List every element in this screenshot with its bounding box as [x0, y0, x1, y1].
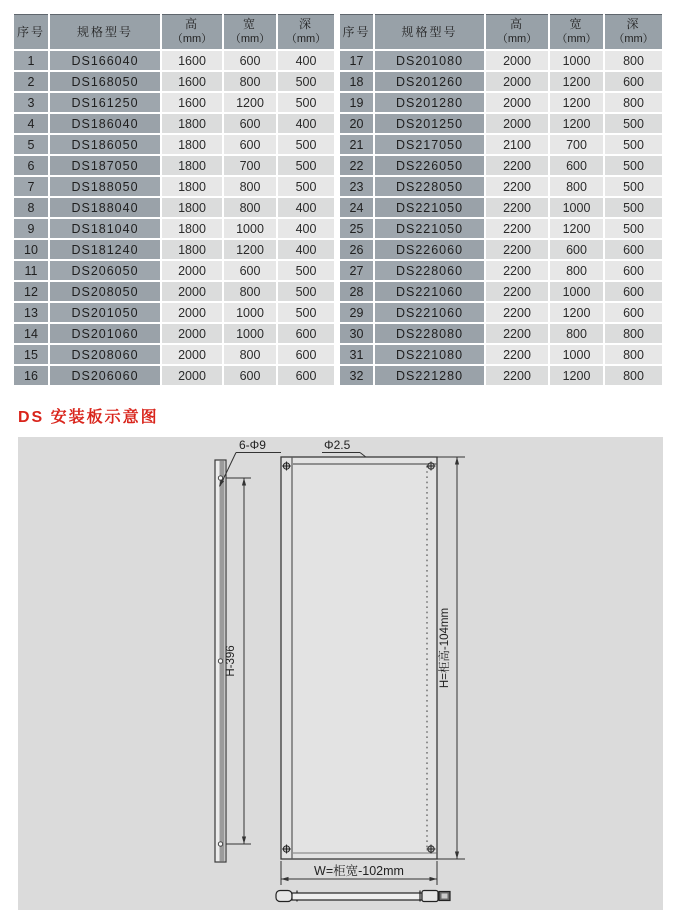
dimension-cell: 2200: [486, 198, 548, 217]
table-body-right: [340, 51, 662, 385]
bottom-view: [276, 891, 450, 902]
row-index-cell: 22: [340, 156, 373, 175]
row-index-cell: 25: [340, 219, 373, 238]
dimension-cell: 800: [550, 177, 603, 196]
table-row: [340, 324, 662, 343]
dimension-cell: 500: [278, 135, 334, 154]
dimension-cell: 600: [224, 366, 276, 385]
mounting-plate-diagram: [18, 437, 663, 910]
dimension-cell: 2000: [162, 261, 222, 280]
table-row: [340, 177, 662, 196]
mount-holes-callout: [219, 438, 281, 487]
dimension-cell: 2200: [486, 219, 548, 238]
panel-height-label: H=柜高-104mm: [439, 607, 451, 689]
dimension-cell: 1600: [162, 51, 222, 70]
mount-holes-label: 6-Φ9: [239, 438, 266, 452]
dimension-cell: 800: [550, 324, 603, 343]
table-row: [340, 282, 662, 301]
dimension-cell: 1200: [550, 303, 603, 322]
table-row: [14, 93, 334, 112]
dimension-cell: 2200: [486, 261, 548, 280]
table-row: [14, 156, 334, 175]
table-row: [340, 51, 662, 70]
dimension-cell: 800: [605, 345, 662, 364]
model-cell: DS161250: [50, 93, 160, 112]
header-model: 规格型号: [50, 14, 160, 49]
dimension-cell: 500: [278, 72, 334, 91]
dimension-cell: 600: [550, 240, 603, 259]
dimension-cell: 600: [278, 366, 334, 385]
header-height: 高 （mm）: [162, 14, 222, 49]
model-cell: DS228060: [375, 261, 484, 280]
table-row: [14, 72, 334, 91]
dimension-cell: 1200: [550, 366, 603, 385]
dimension-cell: 500: [605, 114, 662, 133]
header-width: 宽 （mm）: [550, 14, 603, 49]
small-hole-label: Φ2.5: [324, 438, 351, 452]
table-body-left: [14, 51, 334, 385]
row-index-cell: 6: [14, 156, 48, 175]
model-cell: DS166040: [50, 51, 160, 70]
dimension-cell: 800: [224, 72, 276, 91]
model-cell: DS221060: [375, 303, 484, 322]
dimension-cell: 1200: [550, 72, 603, 91]
dimension-cell: 1600: [162, 72, 222, 91]
row-index-cell: 32: [340, 366, 373, 385]
row-index-cell: 29: [340, 303, 373, 322]
dimension-cell: 400: [278, 51, 334, 70]
dimension-cell: 1000: [550, 198, 603, 217]
dimension-cell: 800: [605, 93, 662, 112]
dimension-cell: 400: [278, 219, 334, 238]
table-row: [14, 261, 334, 280]
model-cell: DS201080: [375, 51, 484, 70]
spec-table-left: [12, 12, 336, 387]
dimension-cell: 2200: [486, 366, 548, 385]
row-index-cell: 30: [340, 324, 373, 343]
dimension-cell: 1800: [162, 219, 222, 238]
dimension-cell: 2200: [486, 177, 548, 196]
dimension-cell: 500: [278, 93, 334, 112]
model-cell: DS186040: [50, 114, 160, 133]
dimension-cell: 800: [224, 345, 276, 364]
dimension-cell: 2000: [162, 324, 222, 343]
dimension-cell: 600: [605, 303, 662, 322]
dimension-cell: 1800: [162, 156, 222, 175]
dimension-cell: 800: [605, 324, 662, 343]
dimension-cell: 1800: [162, 177, 222, 196]
table-row: [340, 240, 662, 259]
dimension-cell: 500: [605, 156, 662, 175]
header-depth: 深 （mm）: [278, 14, 334, 49]
dimension-cell: 2000: [486, 72, 548, 91]
model-cell: DS221080: [375, 345, 484, 364]
dimension-cell: 2000: [486, 93, 548, 112]
dimension-cell: 2200: [486, 282, 548, 301]
table-row: [340, 303, 662, 322]
side-height-label: H-396: [225, 645, 237, 677]
table-row: [340, 366, 662, 385]
dimension-cell: 2200: [486, 240, 548, 259]
dimension-cell: 1800: [162, 198, 222, 217]
model-cell: DS221050: [375, 219, 484, 238]
row-index-cell: 4: [14, 114, 48, 133]
dimension-cell: 600: [224, 114, 276, 133]
dimension-cell: 600: [605, 72, 662, 91]
dimension-cell: 400: [278, 198, 334, 217]
side-hole-top: [218, 476, 222, 480]
side-hole-bottom: [218, 842, 222, 846]
dimension-cell: 2000: [162, 282, 222, 301]
row-index-cell: 20: [340, 114, 373, 133]
dimension-cell: 500: [605, 135, 662, 154]
model-cell: DS208050: [50, 282, 160, 301]
dimension-cell: 500: [605, 198, 662, 217]
dimension-cell: 500: [278, 282, 334, 301]
dimension-cell: 2000: [162, 366, 222, 385]
model-cell: DS201060: [50, 324, 160, 343]
row-index-cell: 7: [14, 177, 48, 196]
dimension-cell: 800: [550, 261, 603, 280]
dimension-cell: 800: [605, 51, 662, 70]
model-cell: DS201050: [50, 303, 160, 322]
row-index-cell: 31: [340, 345, 373, 364]
table-row: [340, 156, 662, 175]
dimension-cell: 1000: [224, 324, 276, 343]
dimension-cell: 600: [224, 51, 276, 70]
table-row: [340, 114, 662, 133]
dimension-cell: 1000: [224, 303, 276, 322]
dimension-cell: 1200: [550, 114, 603, 133]
dimension-cell: 500: [278, 303, 334, 322]
model-cell: DS226060: [375, 240, 484, 259]
dimension-cell: 1000: [224, 219, 276, 238]
side-hole-mid: [218, 659, 222, 663]
table-row: [340, 72, 662, 91]
table-row: [340, 261, 662, 280]
row-index-cell: 18: [340, 72, 373, 91]
model-cell: DS217050: [375, 135, 484, 154]
dimension-cell: 2200: [486, 156, 548, 175]
row-index-cell: 9: [14, 219, 48, 238]
dimension-cell: 500: [278, 261, 334, 280]
row-index-cell: 21: [340, 135, 373, 154]
model-cell: DS208060: [50, 345, 160, 364]
row-index-cell: 13: [14, 303, 48, 322]
row-index-cell: 27: [340, 261, 373, 280]
row-index-cell: 23: [340, 177, 373, 196]
table-row: [340, 93, 662, 112]
section-title: DS 安装板示意图: [18, 409, 159, 426]
spec-tables: [0, 0, 681, 387]
model-cell: DS181040: [50, 219, 160, 238]
table-header: [14, 14, 334, 49]
dimension-cell: 2200: [486, 345, 548, 364]
dimension-cell: 1000: [550, 51, 603, 70]
dimension-cell: 400: [278, 240, 334, 259]
dimension-cell: 2200: [486, 324, 548, 343]
model-cell: DS206050: [50, 261, 160, 280]
model-cell: DS221060: [375, 282, 484, 301]
front-view: [281, 457, 437, 859]
dimension-cell: 800: [224, 198, 276, 217]
dimension-cell: 400: [278, 114, 334, 133]
panel-width-label: W=柜宽-102mm: [314, 864, 404, 878]
header-height: 高 （mm）: [486, 14, 548, 49]
dimension-cell: 500: [605, 219, 662, 238]
row-index-cell: 15: [14, 345, 48, 364]
dimension-cell: 1000: [550, 345, 603, 364]
table-row: [340, 135, 662, 154]
header-model: 规格型号: [375, 14, 484, 49]
dimension-cell: 600: [224, 261, 276, 280]
table-row: [14, 366, 334, 385]
row-index-cell: 28: [340, 282, 373, 301]
row-index-cell: 10: [14, 240, 48, 259]
dimension-cell: 700: [550, 135, 603, 154]
table-header: [340, 14, 662, 49]
dimension-cell: 800: [224, 177, 276, 196]
table-row: [14, 303, 334, 322]
dimension-cell: 500: [605, 177, 662, 196]
row-index-cell: 8: [14, 198, 48, 217]
model-cell: DS201250: [375, 114, 484, 133]
dimension-cell: 600: [224, 135, 276, 154]
dimension-cell: 1200: [550, 219, 603, 238]
row-index-cell: 2: [14, 72, 48, 91]
header-no: 序号: [14, 14, 48, 49]
table-row: [340, 219, 662, 238]
model-cell: DS201280: [375, 93, 484, 112]
row-index-cell: 5: [14, 135, 48, 154]
dimension-cell: 2000: [486, 114, 548, 133]
dimension-cell: 2000: [486, 51, 548, 70]
row-index-cell: 19: [340, 93, 373, 112]
model-cell: DS188040: [50, 198, 160, 217]
dimension-cell: 600: [605, 282, 662, 301]
table-row: [14, 114, 334, 133]
dimension-cell: 1800: [162, 114, 222, 133]
dimension-cell: 600: [605, 261, 662, 280]
dimension-cell: 1800: [162, 240, 222, 259]
dimension-cell: 2000: [162, 303, 222, 322]
table-row: [14, 324, 334, 343]
dimension-cell: 600: [550, 156, 603, 175]
dimension-cell: 1200: [224, 240, 276, 259]
row-index-cell: 17: [340, 51, 373, 70]
dimension-cell: 1200: [224, 93, 276, 112]
dimension-cell: 1200: [550, 93, 603, 112]
model-cell: DS168050: [50, 72, 160, 91]
table-row: [14, 345, 334, 364]
dimension-cell: 600: [278, 324, 334, 343]
model-cell: DS206060: [50, 366, 160, 385]
row-index-cell: 24: [340, 198, 373, 217]
dimension-cell: 700: [224, 156, 276, 175]
dimension-cell: 600: [605, 240, 662, 259]
header-no: 序号: [340, 14, 373, 49]
row-index-cell: 16: [14, 366, 48, 385]
model-cell: DS228050: [375, 177, 484, 196]
table-row: [14, 177, 334, 196]
row-index-cell: 26: [340, 240, 373, 259]
model-cell: DS228080: [375, 324, 484, 343]
model-cell: DS226050: [375, 156, 484, 175]
header-depth: 深 （mm）: [605, 14, 662, 49]
model-cell: DS181240: [50, 240, 160, 259]
table-row: [14, 282, 334, 301]
table-row: [14, 198, 334, 217]
header-width: 宽 （mm）: [224, 14, 276, 49]
table-row: [14, 51, 334, 70]
row-index-cell: 1: [14, 51, 48, 70]
model-cell: DS221280: [375, 366, 484, 385]
row-index-cell: 14: [14, 324, 48, 343]
dimension-cell: 500: [278, 177, 334, 196]
dimension-cell: 800: [224, 282, 276, 301]
table-row: [340, 345, 662, 364]
table-row: [14, 219, 334, 238]
table-row: [340, 198, 662, 217]
dimension-cell: 1800: [162, 135, 222, 154]
row-index-cell: 12: [14, 282, 48, 301]
spec-table-right: [338, 12, 664, 387]
diagram-svg: [18, 437, 663, 910]
table-row: [14, 240, 334, 259]
dimension-cell: 2000: [162, 345, 222, 364]
table-row: [14, 135, 334, 154]
row-index-cell: 3: [14, 93, 48, 112]
dimension-cell: 1000: [550, 282, 603, 301]
model-cell: DS186050: [50, 135, 160, 154]
dimension-cell: 600: [278, 345, 334, 364]
model-cell: DS221050: [375, 198, 484, 217]
dimension-cell: 1600: [162, 93, 222, 112]
model-cell: DS201260: [375, 72, 484, 91]
row-index-cell: 11: [14, 261, 48, 280]
dimension-cell: 2200: [486, 303, 548, 322]
model-cell: DS187050: [50, 156, 160, 175]
dimension-cell: 800: [605, 366, 662, 385]
dimension-cell: 2100: [486, 135, 548, 154]
model-cell: DS188050: [50, 177, 160, 196]
dimension-cell: 500: [278, 156, 334, 175]
